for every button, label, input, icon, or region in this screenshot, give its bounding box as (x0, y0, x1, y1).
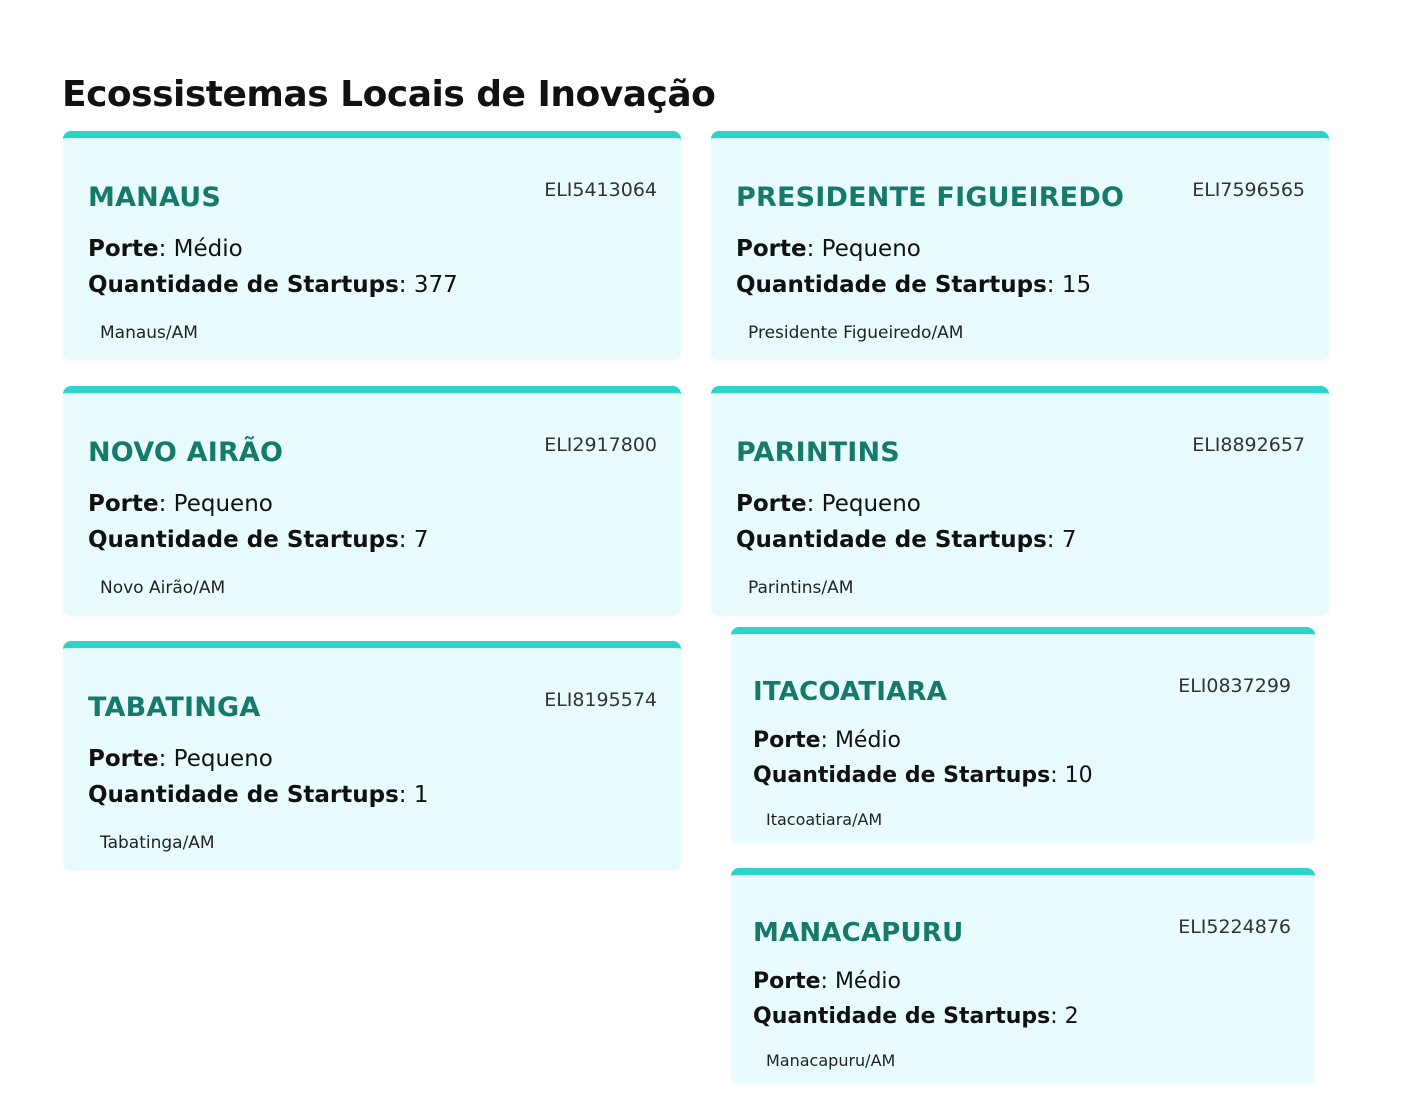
porte-label: Porte (753, 728, 821, 753)
porte-line (753, 969, 901, 994)
ecosystem-card-parintins[interactable] (711, 386, 1329, 615)
ecosystem-code: ELI0837299 (1178, 675, 1291, 697)
label-separator: : (820, 969, 835, 994)
startups-label: Quantidade de Startups (88, 782, 399, 808)
ecosystem-location: Manacapuru/AM (766, 1051, 896, 1070)
ecosystem-name: ITACOATIARA (753, 677, 947, 707)
startups-line (88, 527, 428, 553)
ecosystem-location: Parintins/AM (748, 578, 854, 598)
porte-value: Médio (173, 236, 243, 262)
ecosystem-card-tabatinga[interactable] (63, 641, 681, 870)
ecosystem-name: NOVO AIRÃO (88, 437, 284, 468)
label-separator: : (158, 236, 174, 262)
startups-line (736, 527, 1076, 553)
ecosystem-name: PRESIDENTE FIGUEIREDO (736, 182, 1125, 213)
ecosystem-name: MANACAPURU (753, 918, 964, 948)
porte-value: Médio (834, 728, 901, 753)
startups-label: Quantidade de Startups (753, 763, 1051, 788)
porte-label: Porte (736, 236, 807, 262)
startups-label: Quantidade de Startups (736, 527, 1047, 553)
porte-value: Pequeno (821, 236, 921, 262)
ecosystem-code: ELI8195574 (544, 689, 657, 711)
ecosystem-code: ELI7596565 (1192, 179, 1305, 201)
startups-count: 15 (1061, 272, 1092, 298)
ecosystem-card-manacapuru[interactable] (731, 868, 1315, 1084)
porte-line (736, 491, 921, 517)
ecosystem-location: Novo Airão/AM (100, 578, 226, 598)
porte-value: Pequeno (173, 491, 273, 517)
startups-line (88, 272, 458, 298)
ecosystem-card-novo-airao[interactable] (63, 386, 681, 615)
porte-line (88, 746, 273, 772)
startups-line (753, 763, 1093, 788)
label-separator: : (820, 728, 835, 753)
porte-label: Porte (88, 746, 159, 772)
ecosystem-name: TABATINGA (88, 692, 261, 723)
ecosystem-card-manaus[interactable] (63, 131, 681, 360)
startups-label: Quantidade de Startups (88, 272, 399, 298)
porte-line (736, 236, 921, 262)
ecosystem-name: PARINTINS (736, 437, 900, 468)
ecosystem-code: ELI2917800 (544, 434, 657, 456)
ecosystem-card-presidente-figueiredo[interactable] (711, 131, 1329, 360)
label-separator: : (398, 527, 414, 553)
startups-count: 2 (1064, 1004, 1079, 1029)
porte-label: Porte (88, 491, 159, 517)
porte-value: Médio (834, 969, 901, 994)
ecosystem-code: ELI5224876 (1178, 916, 1291, 938)
label-separator: : (158, 746, 174, 772)
porte-label: Porte (753, 969, 821, 994)
startups-line (736, 272, 1091, 298)
ecosystem-location: Presidente Figueiredo/AM (748, 323, 964, 343)
ecosystem-location: Manaus/AM (100, 323, 198, 343)
porte-line (753, 728, 901, 753)
startups-line (88, 782, 428, 808)
porte-line (88, 236, 243, 262)
page-title: Ecossistemas Locais de Inovação (62, 74, 716, 115)
startups-count: 7 (1061, 527, 1077, 553)
startups-count: 10 (1064, 763, 1093, 788)
ecosystem-code: ELI5413064 (544, 179, 657, 201)
ecosystem-location: Itacoatiara/AM (766, 810, 883, 829)
label-separator: : (398, 782, 414, 808)
label-separator: : (1050, 763, 1065, 788)
startups-count: 7 (413, 527, 429, 553)
porte-line (88, 491, 273, 517)
label-separator: : (158, 491, 174, 517)
startups-count: 1 (413, 782, 429, 808)
label-separator: : (1046, 527, 1062, 553)
label-separator: : (1050, 1004, 1065, 1029)
porte-value: Pequeno (821, 491, 921, 517)
startups-label: Quantidade de Startups (88, 527, 399, 553)
label-separator: : (806, 491, 822, 517)
label-separator: : (806, 236, 822, 262)
porte-label: Porte (88, 236, 159, 262)
label-separator: : (1046, 272, 1062, 298)
startups-line (753, 1004, 1079, 1029)
porte-label: Porte (736, 491, 807, 517)
startups-label: Quantidade de Startups (736, 272, 1047, 298)
startups-count: 377 (413, 272, 458, 298)
porte-value: Pequeno (173, 746, 273, 772)
label-separator: : (398, 272, 414, 298)
ecosystem-name: MANAUS (88, 182, 221, 213)
ecosystem-card-itacoatiara[interactable] (731, 627, 1315, 843)
ecosystem-code: ELI8892657 (1192, 434, 1305, 456)
startups-label: Quantidade de Startups (753, 1004, 1051, 1029)
ecosystem-location: Tabatinga/AM (100, 833, 215, 853)
